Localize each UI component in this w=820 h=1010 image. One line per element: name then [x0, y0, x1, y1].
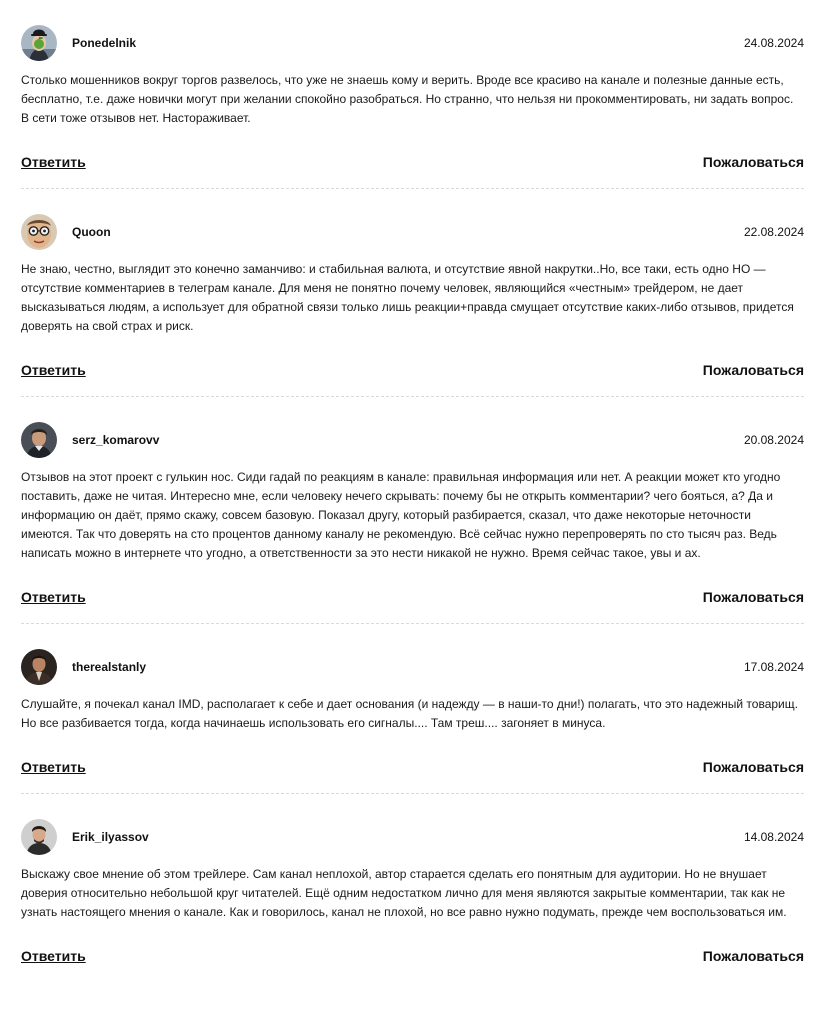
- report-link[interactable]: Пожаловаться: [702, 759, 804, 775]
- comment-item: [21, 189, 804, 397]
- report-link[interactable]: Пожаловаться: [702, 362, 804, 378]
- author-name[interactable]: therealstanly: [72, 660, 147, 674]
- comment-item: [21, 0, 804, 189]
- comment-text: Слушайте, я почекал канал IMD, располагает к себе и дает основания (и надежду — в наши-то дни!) полагать, что это надежный товарищ. Но все разбивается тогда, когда начинаешь использовать его сигналы.... Там треш.... загоняет в минуса.: [21, 697, 798, 730]
- comment-text: Не знаю, честно, выглядит это конечно заманчиво: и стабильная валюта, и отсутствие явной накрутки..Но, все таки, есть одно НО — отсутствие комментариев в телеграм канале. Для меня не понятно почему человек, являющийся «честным» трейдером, не дает высказываться людям, а использует для обратной связи только лишь реакции+правда смущает отсутствие каких-либо отзывов, придется доверять на свой страх и риск.: [21, 262, 794, 333]
- comment-header: [21, 23, 804, 63]
- reply-link[interactable]: Ответить: [21, 589, 86, 605]
- comment-header: [21, 212, 804, 252]
- comment-item: [21, 397, 804, 624]
- comment-item: [21, 624, 804, 794]
- report-link[interactable]: Пожаловаться: [702, 154, 804, 170]
- man-portrait-avatar-icon[interactable]: [21, 422, 57, 458]
- comment-header: [21, 420, 804, 460]
- comment-header: [21, 817, 804, 857]
- author-name[interactable]: Erik_ilyassov: [72, 830, 149, 844]
- comment-actions: [21, 585, 804, 609]
- comment-actions: [21, 755, 804, 779]
- reply-link[interactable]: Ответить: [21, 362, 86, 378]
- comment-text: Отзывов на этот проект с гулькин нос. Сиди гадай по реакциям в канале: правильная информация или нет. А реакции может кто угодно поставить, даже не читая. Интересно мне, если человеку нечего скрывать: почему бы не открыть комментарии? чего бояться, а? Да и информацию он даёт, прямо скажу, совсем базовую. Показал другу, который разбирается, сказал, что даже некоторые неточности имеются. Так что доверять на сто процентов данному каналу не рекомендую. Всё сейчас нужно перепроверять по сто тысяч раз. Ведь написать можно в интернете что угодно, а ответственности за это нести никакой не нужно. Время сейчас такое, увы и ах.: [21, 470, 781, 560]
- reply-link[interactable]: Ответить: [21, 948, 86, 964]
- comment-item: [21, 794, 804, 978]
- author-name[interactable]: serz_komarovv: [72, 433, 160, 447]
- author-name[interactable]: Ponedelnik: [72, 36, 137, 50]
- comment-actions: [21, 150, 804, 174]
- report-link[interactable]: Пожаловаться: [702, 948, 804, 964]
- comment-actions: [21, 358, 804, 382]
- comment-text: Выскажу свое мнение об этом трейлере. Сам канал неплохой, автор старается сделать его понятным для аудитории. Но не внушает доверия относительно небольшой круг читателей. Ещё одним недостатком лично для меня являются закрытые комментарии, так как не узнать настоящего мнения о канале. Как и говорилось, канал не плохой, но все равно нужно подумать, прежде чем воспользоваться им.: [21, 867, 787, 919]
- comment-header: [21, 647, 804, 687]
- bowler-hat-apple-avatar-icon[interactable]: [21, 25, 57, 61]
- comment-date: 17.08.2024: [743, 660, 804, 674]
- man-in-suit-avatar-icon[interactable]: [21, 649, 57, 685]
- reply-link[interactable]: Ответить: [21, 759, 86, 775]
- reply-link[interactable]: Ответить: [21, 154, 86, 170]
- comment-date: 20.08.2024: [743, 433, 804, 447]
- report-link[interactable]: Пожаловаться: [702, 589, 804, 605]
- comment-date: 24.08.2024: [743, 36, 804, 50]
- comment-date: 22.08.2024: [743, 225, 804, 239]
- glasses-face-avatar-icon[interactable]: [21, 214, 57, 250]
- young-man-avatar-icon[interactable]: [21, 819, 57, 855]
- comment-actions: [21, 944, 804, 968]
- comment-text: Столько мошенников вокруг торгов развелось, что уже не знаешь кому и верить. Вроде все красиво на канале и полезные данные есть, бесплатно, т.е. даже новички могут при желании спокойно разобраться. Но странно, что нельзя ни прокомментировать, ни задать вопрос. В сети тоже отзывов нет. Настораживает.: [21, 73, 794, 125]
- comment-date: 14.08.2024: [743, 830, 804, 844]
- author-name[interactable]: Quoon: [72, 225, 111, 239]
